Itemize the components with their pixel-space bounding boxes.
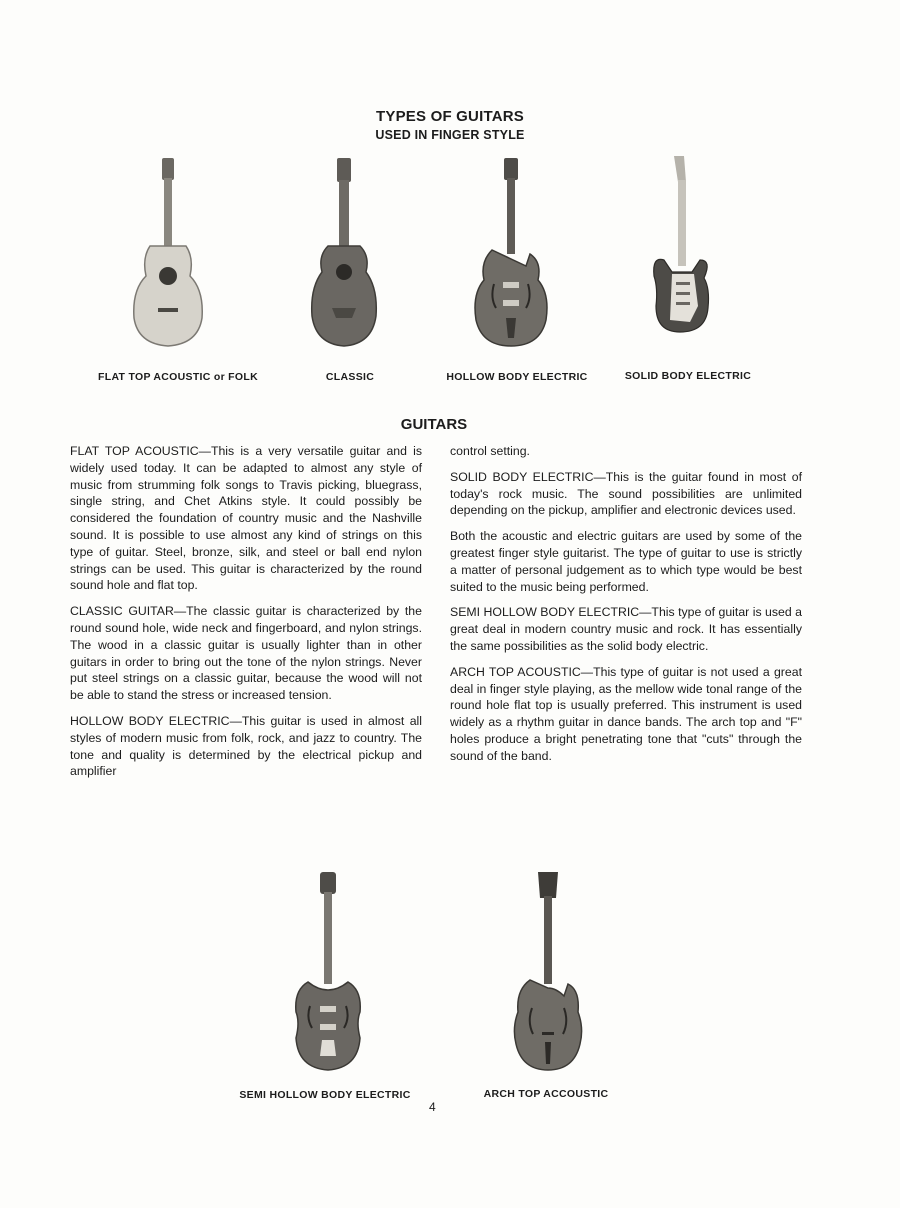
caption-hollow-body-electric: HOLLOW BODY ELECTRIC	[446, 371, 588, 383]
classic-guitar-icon	[306, 158, 382, 348]
paragraph-semi-hollow-body-electric: SEMI HOLLOW BODY ELECTRIC—This type of guitar is used a great deal in modern country music and rock. It has essentially the same possibilities as the solid body electric.	[450, 605, 802, 653]
paragraph-hollow-body-electric: HOLLOW BODY ELECTRIC—This guitar is used in almost all styles of modern music from folk, rock, and jazz to country. The tone and quality is determined by the electrical pickup and amplifier	[70, 713, 422, 779]
caption-flat-top-acoustic: FLAT TOP ACOUSTIC or FOLK	[98, 371, 258, 383]
page-subtitle: USED IN FINGER STYLE	[375, 128, 525, 142]
left-column	[70, 443, 422, 789]
caption-solid-body-electric: SOLID BODY ELECTRIC	[624, 370, 752, 382]
caption-classic: CLASSIC	[325, 371, 375, 383]
arch-top-acoustic-guitar-icon	[510, 872, 586, 1072]
flat-top-acoustic-guitar-icon	[128, 158, 208, 348]
caption-semi-hollow-body-electric: SEMI HOLLOW BODY ELECTRIC	[239, 1089, 411, 1101]
section-heading: GUITARS	[400, 416, 468, 433]
solid-body-electric-guitar-icon	[650, 156, 714, 336]
semi-hollow-body-electric-guitar-icon	[290, 872, 366, 1072]
page-number: 4	[429, 1100, 436, 1114]
page-title: TYPES OF GUITARS	[376, 108, 524, 125]
hollow-body-electric-guitar-icon	[470, 158, 552, 348]
caption-arch-top-acoustic: ARCH TOP ACCOUSTIC	[483, 1088, 609, 1100]
paragraph-acoustic-and-electric: Both the acoustic and electric guitars are used by some of the greatest finger style guitarist. The type of guitar to use is strictly a matter of personal judgement as to which type would be best suited to the music being performed.	[450, 529, 802, 594]
paragraph-control-setting: control setting.	[450, 444, 530, 458]
paragraph-flat-top-acoustic: FLAT TOP ACOUSTIC—This is a very versatile guitar and is widely used today. It can be adapted to almost any style of music from strumming folk songs to Travis picking, bluegrass, single string, and Chet Atkins style. It could possibly be considered the foundation of country music and the Nashville sound. It is possible to use almost any kind of strings on this type of guitar. Steel, bronze, silk, and steel or ball end nylon strings can be used. This guitar is characterized by the round sound hole and flat top.	[70, 444, 422, 593]
paragraph-arch-top-acoustic: ARCH TOP ACOUSTIC—This type of guitar is not used a great deal in finger style playing, as the mellow wide tonal range of the round hole flat top is usually preferred. This instrument is used widely as a rhythm guitar in dance bands. The arch top and "F" holes produce a bright penetrating tone that "cuts" through the sound of the band.	[450, 664, 802, 763]
paragraph-classic-guitar: CLASSIC GUITAR—The classic guitar is characterized by the round sound hole, wide neck and fingerboard, and nylon strings. The wood in a classic guitar is usually lighter than in other guitars in order to bring out the tone of the nylon strings. Never put steel strings on a classic guitar, because the wood will not be able to stand the stress or increased tension.	[70, 604, 422, 703]
paragraph-solid-body-electric: SOLID BODY ELECTRIC—This is the guitar found in most of today's rock music. The sound possibilities are unlimited depending on the pickup, amplifier and electronic devices used.	[450, 469, 802, 518]
right-column	[450, 443, 802, 774]
